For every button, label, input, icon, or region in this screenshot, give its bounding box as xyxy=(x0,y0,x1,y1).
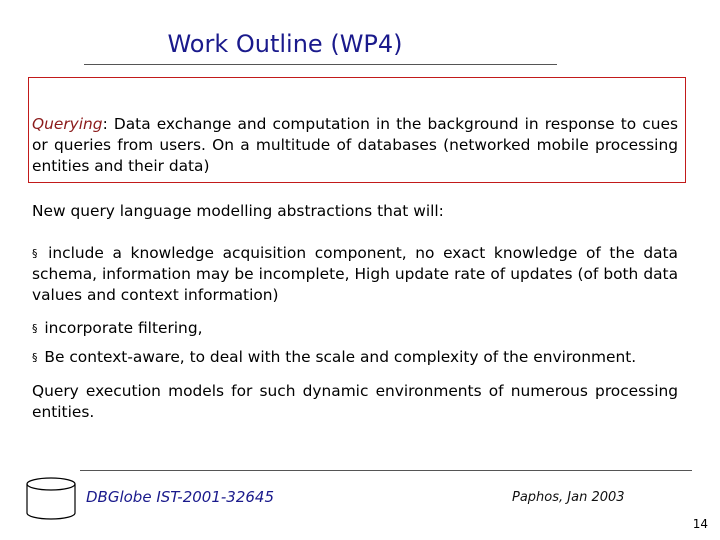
intro-text: New query language modelling abstractions that will: xyxy=(32,202,444,220)
querying-label: Querying xyxy=(32,115,103,133)
bullet-text: incorporate filtering, xyxy=(44,319,203,337)
footer-divider xyxy=(80,470,692,471)
project-id: DBGlobe IST-2001-32645 xyxy=(86,488,275,506)
bullet-item xyxy=(32,318,678,339)
closing-text: Query execution models for such dynamic environments of numerous processing entities. xyxy=(32,382,678,421)
bullet-item xyxy=(32,347,678,368)
querying-paragraph xyxy=(32,114,678,177)
bullet-item xyxy=(32,243,678,306)
title-divider xyxy=(84,64,557,65)
bullet-text: include a knowledge acquisition component, no exact knowledge of the data schema, information may be incomplete, High update rate of updates (of both data values and context information) xyxy=(32,244,678,304)
page-number: 14 xyxy=(692,517,708,531)
bullet-icon: § xyxy=(32,247,38,260)
bullet-icon: § xyxy=(32,322,38,335)
database-cylinder-icon xyxy=(22,476,80,522)
querying-text: Data exchange and computation in the background in response to cues or queries from users. On a multitude of databases (networked mobile processing entities and their data) xyxy=(32,115,678,175)
slide-title: Work Outline (WP4) xyxy=(167,30,403,58)
querying-colon: : xyxy=(102,115,114,133)
place-date: Paphos, Jan 2003 xyxy=(512,490,625,505)
bullet-text: Be context-aware, to deal with the scale and complexity of the environment. xyxy=(44,348,637,366)
bullet-icon: § xyxy=(32,351,38,364)
